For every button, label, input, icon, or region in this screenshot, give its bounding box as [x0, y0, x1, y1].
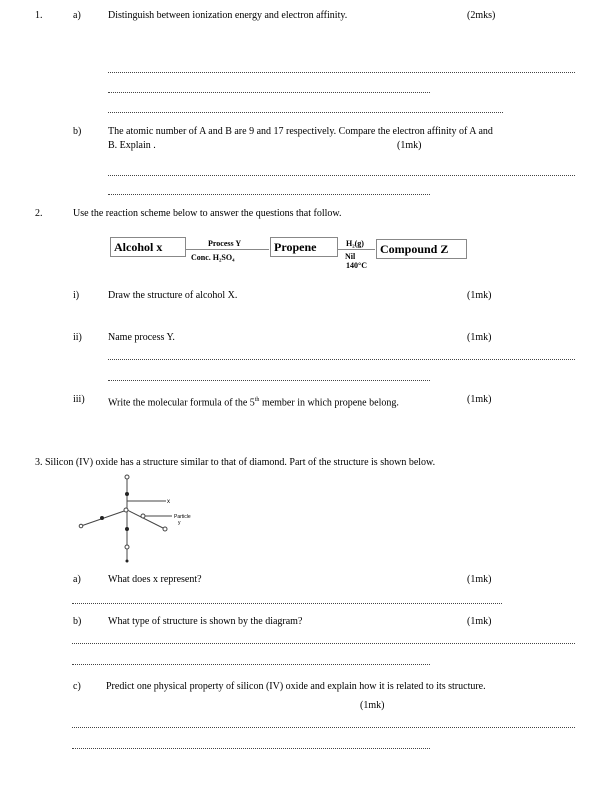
q2ii-text: Name process Y.	[108, 332, 175, 343]
oxygen-atom	[125, 475, 129, 479]
answer-line[interactable]	[72, 664, 430, 665]
answer-line[interactable]	[72, 727, 575, 728]
oxygen-atom	[141, 514, 145, 518]
q2i-marks: (1mk)	[467, 290, 492, 301]
q2ii-marks: (1mk)	[467, 332, 492, 343]
q1b-text-line2: B. Explain .	[108, 140, 156, 151]
label-particle: Particle	[174, 514, 191, 520]
oxygen-atom	[124, 508, 128, 512]
silicon-atom	[126, 560, 129, 563]
q3a-label: a)	[73, 574, 81, 585]
q3c-marks: (1mk)	[360, 700, 385, 711]
q2i-label: i)	[73, 290, 80, 301]
q2i-text: Draw the structure of alcohol X.	[108, 290, 238, 301]
alcohol-x-box: Alcohol x	[110, 237, 186, 257]
q2iii-marks: (1mk)	[467, 394, 492, 405]
process-y-label: Process Y	[208, 239, 242, 248]
q1a-text: Distinguish between ionization energy and electron affinity.	[108, 10, 348, 21]
ni-label: Nil	[345, 252, 356, 261]
oxygen-atom	[79, 524, 83, 528]
q3b-marks: (1mk)	[467, 616, 492, 627]
q3c-text: Predict one physical property of silicon (IV) oxide and explain how it is related to its structure.	[106, 681, 486, 692]
label-y: y	[178, 520, 181, 526]
q1b-marks: (1mk)	[397, 140, 422, 151]
q1a-marks: (2mks)	[467, 10, 496, 21]
answer-line[interactable]	[72, 603, 502, 604]
q3b-label: b)	[73, 616, 82, 627]
h2-label: H₂(g)	[346, 239, 364, 248]
q1b-text-line1: The atomic number of A and B are 9 and 17 respectively. Compare the electron affinity of A and	[108, 126, 493, 137]
oxygen-atom	[163, 527, 167, 531]
answer-line[interactable]	[72, 643, 575, 644]
oxygen-atom	[125, 545, 129, 549]
q1a-label: a)	[73, 10, 81, 21]
q3-intro: 3. Silicon (IV) oxide has a structure similar to that of diamond. Part of the structure is shown below.	[35, 457, 436, 468]
q2iii-label: iii)	[73, 394, 85, 405]
q3a-marks: (1mk)	[467, 574, 492, 585]
q3b-text: What type of structure is shown by the diagram?	[108, 616, 303, 627]
q2-intro: Use the reaction scheme below to answer the questions that follow.	[73, 208, 342, 219]
silicon-atom	[125, 492, 129, 496]
silicon-atom	[100, 516, 104, 520]
question-1-number: 1.	[35, 10, 43, 21]
q2iii-text: Write the molecular formula of the 5th member in which propene belong.	[108, 397, 399, 409]
compound-z-box: Compound Z	[376, 239, 467, 259]
conc-h2so4-label: Conc. H₂SO₄	[191, 253, 235, 262]
q1b-label: b)	[73, 126, 82, 137]
propene-box: Propene	[270, 237, 338, 257]
temperature-label: 140°C	[346, 261, 367, 270]
q3c-label: c)	[73, 681, 81, 692]
question-2-number: 2.	[35, 208, 43, 219]
label-x: x	[167, 499, 170, 505]
q3a-text: What does x represent?	[108, 574, 202, 585]
q2ii-label: ii)	[73, 332, 82, 343]
answer-line[interactable]	[72, 748, 430, 749]
silicon-atom	[125, 527, 129, 531]
